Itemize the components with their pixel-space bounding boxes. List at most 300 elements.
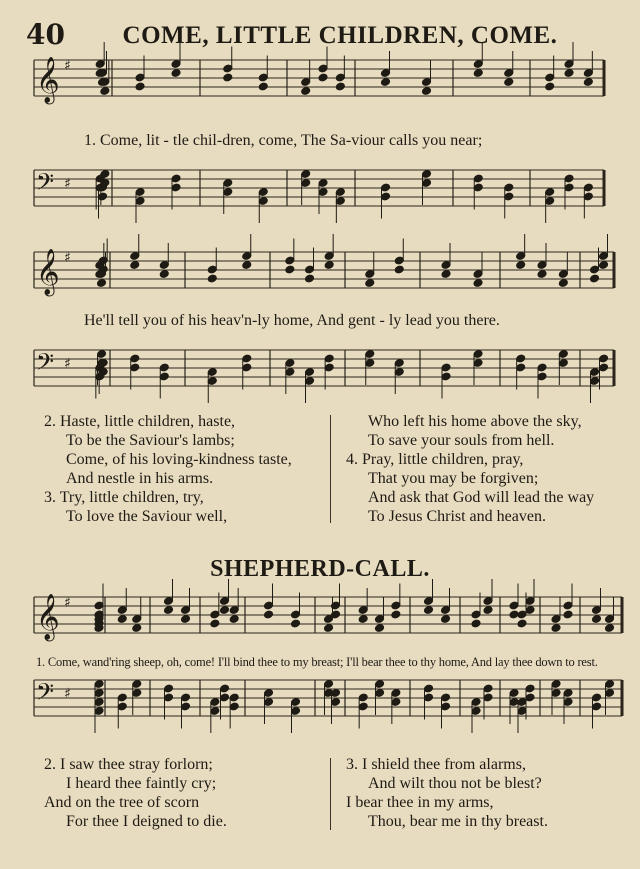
note-head [583,192,593,201]
note-head [285,265,295,274]
note-head [516,261,526,270]
note-head [380,192,390,201]
note-head [159,261,169,270]
note-head [358,702,368,711]
note-head [94,680,104,689]
note-head [323,615,333,624]
verse-line: I bear thee in my arms, [346,794,494,811]
note-head [589,368,599,377]
note-head [117,606,127,615]
note-head [97,192,107,201]
hymn2-lyric-line1: 1. Come, wand'ring sheep, oh, come! I'll bind thee to my breast; I'll bear thee to thy home, And lay thee down to rest. [36,655,598,669]
staff-lines [34,60,622,716]
verse-line: 2. Haste, little children, haste, [44,413,236,430]
note-head [517,707,527,716]
clefs [36,57,71,711]
verse-line: To be the Saviour's lambs; [66,432,235,449]
note-head [180,693,190,702]
note-head [504,192,514,201]
note-head [358,693,368,702]
note-head [591,615,601,624]
verse-line: That you may be forgiven; [368,470,539,487]
note-head [285,256,295,265]
note-head [290,698,300,707]
note-head [563,689,573,698]
verse-line: I heard thee faintly cry; [66,775,217,792]
note-head [473,279,483,288]
note-head [391,610,401,619]
note-head [421,78,431,87]
note-head [94,689,104,698]
note-head [558,270,568,279]
verse-line: And nestle in his arms. [66,470,214,487]
note-head [558,359,568,368]
note-head [537,372,547,381]
note-head [324,354,334,363]
note-head [229,615,239,624]
note-head [98,359,108,368]
note-head [223,73,233,82]
note-head [242,252,252,261]
note-head [263,610,273,619]
note-head [223,64,233,73]
note-head [545,82,555,91]
note-head [517,698,527,707]
note-head [504,69,514,78]
hymn1-verses-right [346,412,594,526]
note-head [180,702,190,711]
note-head [100,87,110,96]
note-head [132,680,142,689]
note-head [335,188,345,197]
note-head [525,597,535,606]
note-head [516,252,526,261]
note-head [421,170,431,179]
note-head [263,689,273,698]
note-head [358,615,368,624]
note-head [394,359,404,368]
note-head [98,368,108,377]
clef-glyph: 𝄞 [36,594,60,640]
note-head [159,270,169,279]
note-head [242,261,252,270]
note-head [97,78,107,87]
note-head [163,693,173,702]
note-head [473,183,483,192]
note-head [301,179,311,188]
note-head [219,597,229,606]
note-head [551,615,561,624]
note-head [365,359,375,368]
note-head [537,363,547,372]
note-head [517,610,527,619]
note-head [483,693,493,702]
note-head [509,610,519,619]
note-head [242,354,252,363]
note-head [219,693,229,702]
note-head [558,350,568,359]
verse-line: Who left his home above the sky, [368,413,582,430]
note-head [304,274,314,283]
note-head [598,354,608,363]
note-head [525,606,535,615]
note-head [229,693,239,702]
note-head [95,372,105,381]
note-head [537,261,547,270]
note-head [440,693,450,702]
note-head [604,680,614,689]
note-head [374,624,384,633]
verse-line: For thee I deigned to die. [66,813,227,830]
note-head [301,78,311,87]
note-head [163,597,173,606]
note-head [391,601,401,610]
note-head [563,610,573,619]
note-head [483,606,493,615]
note-head [441,270,451,279]
note-head [94,619,104,628]
note-head [423,597,433,606]
note-head [441,372,451,381]
note-head [391,689,401,698]
note-head [223,188,233,197]
note-head [159,363,169,372]
note-head [285,368,295,377]
note-head [423,693,433,702]
verse-line: And ask that God will lead the way [368,489,595,506]
note-head [394,368,404,377]
note-head [509,698,519,707]
hymn1-lyric-line2: He'll tell you of his heav'n-ly home, And gent - ly lead you there. [84,312,500,329]
note-head [94,698,104,707]
note-head [440,702,450,711]
note-head [473,174,483,183]
note-head [263,601,273,610]
note-head [598,363,608,372]
note-head [564,183,574,192]
verse-line: To Jesus Christ and heaven. [368,508,546,525]
note-head [471,619,481,628]
note-head [330,601,340,610]
note-head [117,702,127,711]
note-head [163,606,173,615]
note-head [323,624,333,633]
note-head [301,170,311,179]
note-head [423,684,433,693]
note-head [483,684,493,693]
note-head [304,265,314,274]
note-head [423,606,433,615]
note-head [516,354,526,363]
note-head [604,615,614,624]
note-head [318,179,328,188]
note-head [97,183,107,192]
note-head [591,693,601,702]
note-head [171,69,181,78]
verse-line: To save your souls from hell. [368,432,555,449]
note-head [564,174,574,183]
note-head [94,610,104,619]
note-head [441,363,451,372]
verse-line: 2. I saw thee stray forlorn; [44,756,213,773]
key-signature: ♯ [64,250,71,266]
note-head [394,256,404,265]
note-head [135,197,145,206]
note-head [440,615,450,624]
note-head [95,174,105,183]
note-head [598,261,608,270]
note-head [545,73,555,82]
clef-glyph: 𝄞 [36,57,60,103]
hymn2-verses-right [346,755,548,831]
note-head [132,615,142,624]
note-head [374,689,384,698]
note-head [589,377,599,386]
verse-line: And on the tree of scorn [44,794,200,811]
note-head [163,684,173,693]
note-head [94,689,104,698]
note-head [304,377,314,386]
note-head [583,69,593,78]
note-head [589,274,599,283]
verse-line: And wilt thou not be blest? [368,775,542,792]
note-head [95,261,105,270]
note-head [242,363,252,372]
note-head [258,73,268,82]
note-head [94,601,104,610]
key-signature: ♯ [64,356,71,372]
note-head [94,610,104,619]
note-head [394,265,404,274]
note-head [95,183,105,192]
note-head [301,87,311,96]
note-head [207,377,217,386]
note-head [290,619,300,628]
note-head [324,363,334,372]
note-head [583,78,593,87]
note-head [324,252,334,261]
note-head [591,606,601,615]
verse-line: 4. Pray, little children, pray, [346,451,524,468]
note-head [132,624,142,633]
note-head [171,60,181,69]
verse-divider [330,415,331,523]
verse-divider [330,758,331,830]
note-head [537,270,547,279]
note-head [135,82,145,91]
note-head [210,707,220,716]
note-head [258,82,268,91]
note-head [135,73,145,82]
note-head [210,619,220,628]
note-head [171,174,181,183]
note-head [135,188,145,197]
note-head [96,270,106,279]
note-head [551,689,561,698]
note-head [473,350,483,359]
note-head [564,69,574,78]
note-head [380,78,390,87]
note-head [335,82,345,91]
note-head [290,707,300,716]
note-head [318,188,328,197]
note-head [545,188,555,197]
note-head [504,78,514,87]
note-head [94,624,104,633]
note-head [330,610,340,619]
note-head [323,689,333,698]
note-head [98,256,108,265]
note-head [440,606,450,615]
verse-line: Thou, bear me in thy breast. [368,813,548,830]
note-head [365,270,375,279]
note-head [285,359,295,368]
note-head [365,350,375,359]
note-head [365,279,375,288]
note-head [473,69,483,78]
note-head [159,372,169,381]
note-head [180,606,190,615]
note-head [421,87,431,96]
note-head [473,60,483,69]
note-head [207,265,217,274]
note-head [598,252,608,261]
note-head [391,698,401,707]
note-head [94,707,104,716]
hymn-title-come-little-children: COME, LITTLE CHILDREN, COME. [122,22,558,49]
note-head [563,601,573,610]
note-head [441,261,451,270]
note-head [583,183,593,192]
note-head [483,597,493,606]
note-head [604,689,614,698]
key-signature: ♯ [64,58,71,74]
note-head [171,183,181,192]
note-head [95,60,105,69]
note-head [130,252,140,261]
note-head [380,69,390,78]
note-head [207,368,217,377]
note-head [95,363,105,372]
note-head [96,359,106,368]
note-head [504,183,514,192]
note-head [95,69,105,78]
verse-line: To love the Saviour well, [66,508,228,525]
page-number: 40 [26,18,65,51]
note-head [525,684,535,693]
note-head [318,73,328,82]
note-head [290,610,300,619]
note-head [471,707,481,716]
note-head [473,270,483,279]
note-head [130,354,140,363]
verse-line: 3. Try, little children, try, [44,489,204,506]
note-head [473,359,483,368]
note-head [94,615,104,624]
note-head [471,698,481,707]
note-head [98,265,108,274]
note-head [380,183,390,192]
note-head [100,179,110,188]
note-head [589,265,599,274]
note-head [207,274,217,283]
note-head [219,684,229,693]
note-head [330,689,340,698]
key-signature: ♯ [64,176,71,192]
verse-line: Come, of his loving-kindness taste, [66,451,292,468]
note-head [96,350,106,359]
note-head [330,698,340,707]
key-signature: ♯ [64,595,71,611]
key-signature: ♯ [64,686,71,702]
note-head [551,624,561,633]
note-head [525,693,535,702]
note-head [558,279,568,288]
note-head [223,179,233,188]
note-head [471,610,481,619]
note-head [591,702,601,711]
hymn1-lyric-line1: 1. Come, lit - tle chil-dren, come, The Sa-viour calls you near; [84,132,483,149]
note-head [100,170,110,179]
clef-glyph: 𝄞 [36,249,60,295]
note-head [229,702,239,711]
note-head [132,689,142,698]
note-head [517,619,527,628]
note-head [117,693,127,702]
note-head [117,615,127,624]
note-head [100,78,110,87]
note-head [374,680,384,689]
note-head [210,698,220,707]
note-head [545,197,555,206]
note-head [97,69,107,78]
note-head [604,624,614,633]
note-head [180,615,190,624]
clef-glyph: 𝄢 [36,168,55,201]
note-head [358,606,368,615]
note-head [304,368,314,377]
note-head [421,179,431,188]
hymn1-verses-left [44,412,292,526]
note-head [324,261,334,270]
note-head [335,197,345,206]
note-head [323,680,333,689]
note-head [509,689,519,698]
bar-lines [34,60,622,716]
note-head [374,615,384,624]
note-head [563,698,573,707]
note-head [263,698,273,707]
note-head [509,601,519,610]
note-head [318,64,328,73]
note-head [516,363,526,372]
hymn-title-shepherd-call: SHEPHERD-CALL. [210,556,430,582]
note-head [130,261,140,270]
note-head [94,698,104,707]
clef-glyph: 𝄢 [36,678,55,711]
note-head [551,680,561,689]
note-head [335,73,345,82]
note-head [219,606,229,615]
verse-line: 3. I shield thee from alarms, [346,756,526,773]
note-head [210,610,220,619]
note-head [564,60,574,69]
note-head [130,363,140,372]
note-head [229,606,239,615]
note-head [96,279,106,288]
note-head [95,270,105,279]
clef-glyph: 𝄢 [36,348,55,381]
